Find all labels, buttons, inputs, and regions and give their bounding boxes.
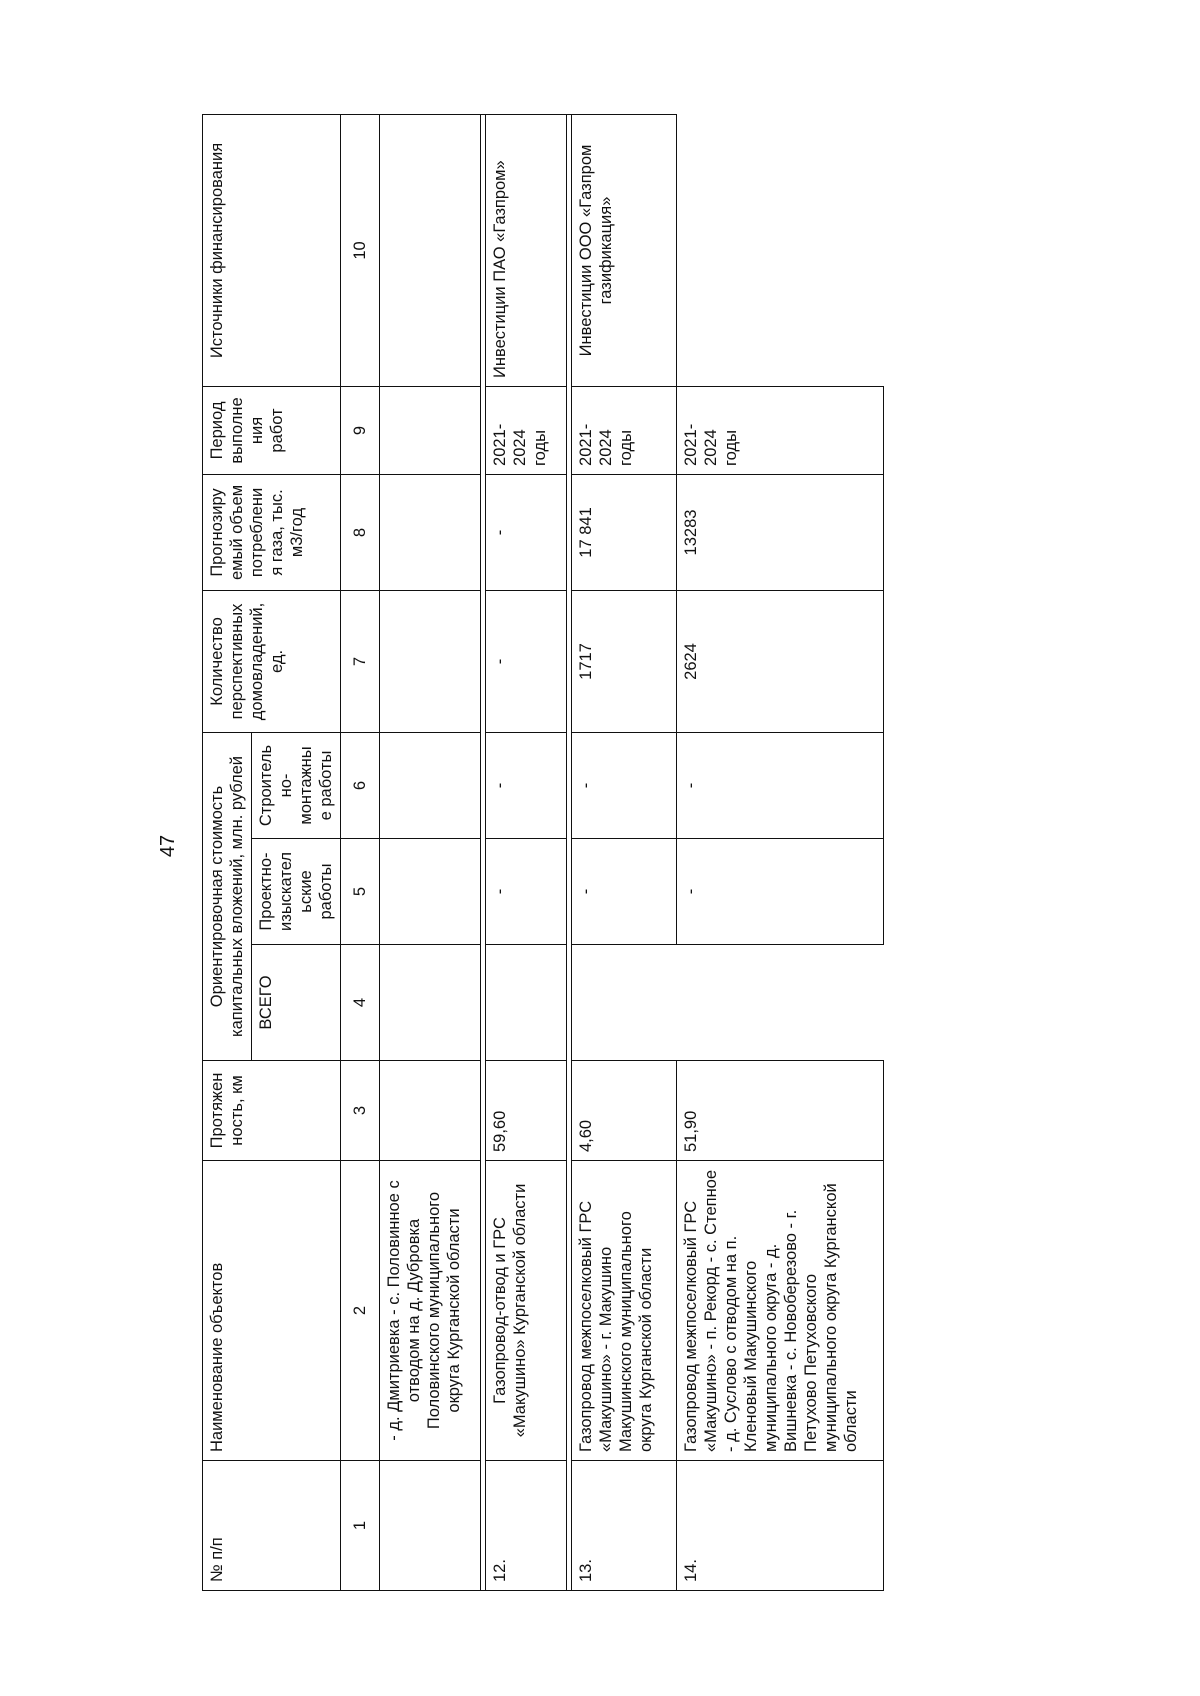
row-length: 51,90 <box>677 1061 884 1161</box>
header-period: Период выполне ния работ <box>203 386 341 474</box>
header-row-1 <box>203 114 252 1590</box>
row-num: 14. <box>677 1461 884 1591</box>
row-design: - <box>486 839 567 945</box>
colnum-10: 10 <box>341 114 380 386</box>
row-source: Инвестиции ПАО «Газпром» <box>486 114 567 386</box>
header-length: Протяжен ность, км <box>203 1061 341 1161</box>
row-design: - <box>677 839 884 945</box>
continuation-row <box>380 114 481 1590</box>
table-row <box>572 114 677 1590</box>
row-length: 4,60 <box>572 1061 677 1161</box>
row-period: 2021-2024 годы <box>486 386 567 474</box>
row-period: 2021-2024 годы <box>677 386 884 474</box>
colnum-1: 1 <box>341 1461 380 1591</box>
row-design: - <box>572 839 677 945</box>
rotated-table-container <box>202 115 1002 1591</box>
row-name: Газопровод межпоселковый ГРС «Макушино» - г. Макушино Макушинского муниципального округа Курганской области <box>572 1161 677 1461</box>
row-construction: - <box>677 732 884 838</box>
page-number: 47 <box>157 834 179 858</box>
row-gas-volume: - <box>486 474 567 590</box>
header-source: Источники финансирования <box>203 114 341 386</box>
gas-pipeline-objects-table <box>202 114 884 1591</box>
colnum-2: 2 <box>341 1161 380 1461</box>
row-source: Инвестиции ООО «Газпром газификация» <box>572 114 677 386</box>
header-num: № п/п <box>203 1461 341 1591</box>
table-row <box>486 114 567 1590</box>
column-number-row <box>341 114 380 1590</box>
row-gas-volume: 17 841 <box>572 474 677 590</box>
colnum-6: 6 <box>341 732 380 838</box>
row-source <box>677 114 884 386</box>
row-households: - <box>486 590 567 732</box>
colnum-5: 5 <box>341 839 380 945</box>
colnum-7: 7 <box>341 590 380 732</box>
colnum-8: 8 <box>341 474 380 590</box>
colnum-4: 4 <box>341 945 380 1061</box>
row-households: 2624 <box>677 590 884 732</box>
continuation-name: - д. Дмитриевка - с. Половинное с отводом на д. Дубровка Половинского муниципального округа Курганской области <box>380 1161 481 1461</box>
row-name: Газопровод межпоселковый ГРС «Макушино» - п. Рекорд - с. Степное - д. Суслово с отводом на п. Кленовый Макушинского муниципального округа - д. Вишневка - с. Новоберезово - г. Петухово Петуховского муниципального округа Курганской области <box>677 1161 884 1461</box>
colnum-3: 3 <box>341 1061 380 1161</box>
row-length: 59,60 <box>486 1061 567 1161</box>
colnum-9: 9 <box>341 386 380 474</box>
row-num: 12. <box>486 1461 567 1591</box>
table-row <box>677 114 884 1590</box>
header-total: ВСЕГО <box>252 945 341 1061</box>
header-gas-volume: Прогнозиру емый объем потреблени я газа, тыс. м3/год <box>203 474 341 590</box>
header-cost-group: Ориентировочная стоимость капитальных вложений, млн. рублей <box>203 732 252 1060</box>
header-name: Наименование объектов <box>203 1161 341 1461</box>
header-design: Проектно-изыскател ьские работы <box>252 839 341 945</box>
row-period: 2021-2024 годы <box>572 386 677 474</box>
row-num: 13. <box>572 1461 677 1591</box>
row-gas-volume: 13283 <box>677 474 884 590</box>
header-households: Количество перспективных домовладений, ед. <box>203 590 341 732</box>
row-construction: - <box>486 732 567 838</box>
row-name: Газопровод-отвод и ГРС «Макушино» Курганской области <box>486 1161 567 1461</box>
row-households: 1717 <box>572 590 677 732</box>
header-construction: Строитель но-монтажны е работы <box>252 732 341 838</box>
row-construction: - <box>572 732 677 838</box>
